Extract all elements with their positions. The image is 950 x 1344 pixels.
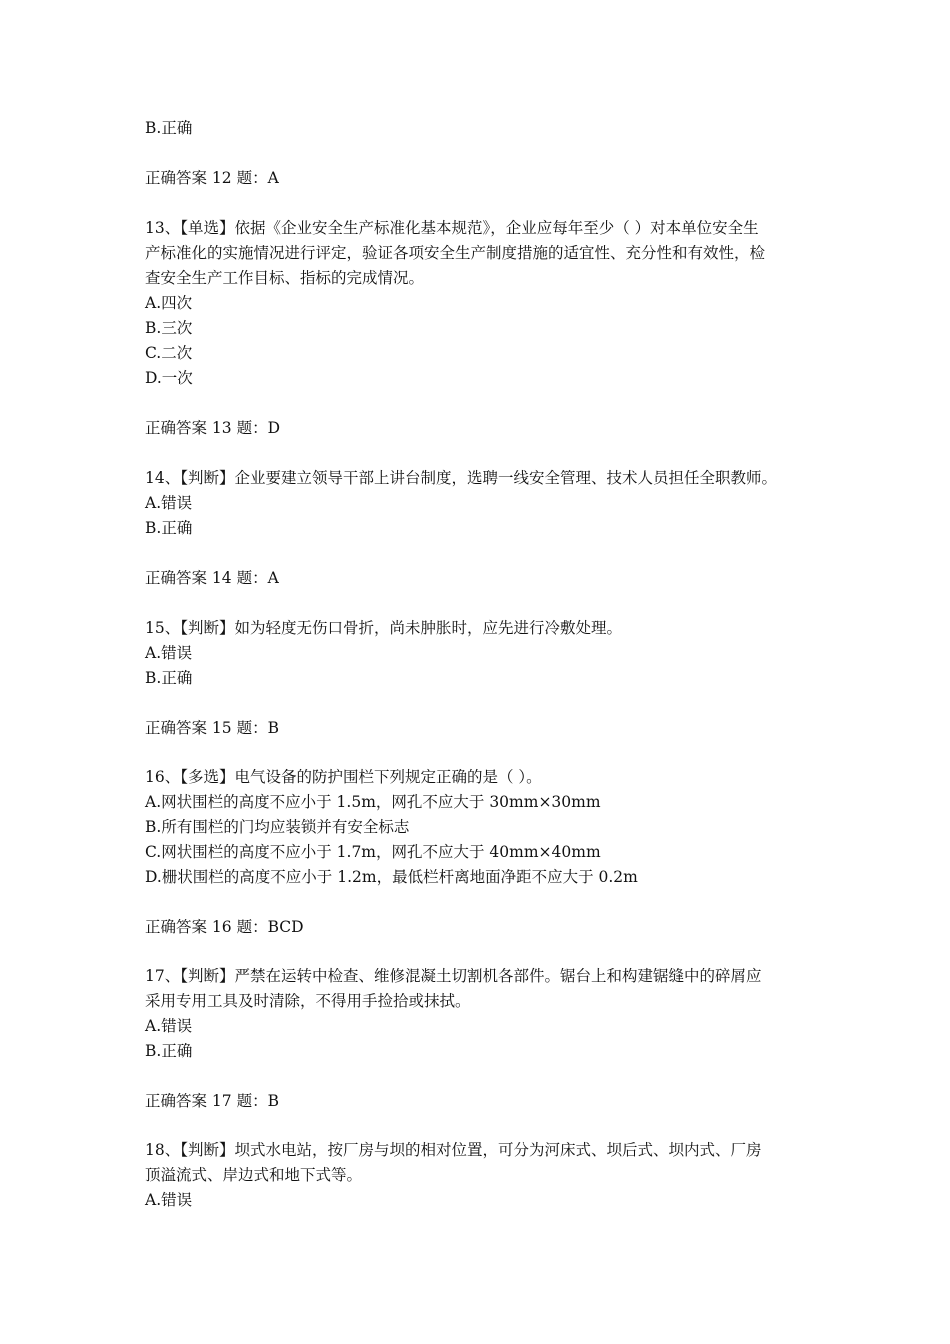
question-18-line-1: 18、【判断】坝式水电站，按厂房与坝的相对位置，可分为河床式、坝后式、坝内式、厂房 xyxy=(145,1141,762,1159)
option-d-q16: D.栅状围栏的高度不应小于 1.2m，最低栏杆离地面净距不应大于 0.2m xyxy=(145,868,638,886)
option-b-q13: B.三次 xyxy=(145,319,193,337)
option-b-q12: B.正确 xyxy=(145,119,193,137)
question-17-line-2: 采用专用工具及时清除，不得用手捡拾或抹拭。 xyxy=(145,992,471,1010)
question-16: 16、【多选】电气设备的防护围栏下列规定正确的是（ ）。 xyxy=(145,768,542,786)
option-a-q13: A.四次 xyxy=(145,294,193,312)
answer-q13: 正确答案 13 题：D xyxy=(145,419,281,437)
answer-q16: 正确答案 16 题：BCD xyxy=(145,918,304,936)
option-a-q17: A.错误 xyxy=(145,1017,193,1035)
option-a-q18: A.错误 xyxy=(145,1191,193,1209)
option-b-q16: B.所有围栏的门均应装锁并有安全标志 xyxy=(145,818,410,836)
option-c-q13: C.二次 xyxy=(145,344,193,362)
answer-q14: 正确答案 14 题：A xyxy=(145,569,279,587)
option-a-q15: A.错误 xyxy=(145,644,193,662)
answer-q12: 正确答案 12 题：A xyxy=(145,169,279,187)
option-a-q14: A.错误 xyxy=(145,494,193,512)
answer-q15: 正确答案 15 题：B xyxy=(145,719,279,737)
question-13-line-3: 查安全生产工作目标、指标的完成情况。 xyxy=(145,269,425,287)
option-b-q14: B.正确 xyxy=(145,519,193,537)
option-c-q16: C.网状围栏的高度不应小于 1.7m，网孔不应大于 40mm×40mm xyxy=(145,843,601,861)
question-14: 14、【判断】企业要建立领导干部上讲台制度，选聘一线安全管理、技术人员担任全职教师。 xyxy=(145,469,777,487)
question-15: 15、【判断】如为轻度无伤口骨折，尚未肿胀时，应先进行冷敷处理。 xyxy=(145,619,622,637)
option-a-q16: A.网状围栏的高度不应小于 1.5m，网孔不应大于 30mm×30mm xyxy=(145,793,601,811)
question-13-line-1: 13、【单选】依据《企业安全生产标准化基本规范》，企业应每年至少（ ）对本单位安全生 xyxy=(145,219,759,237)
question-13-line-2: 产标准化的实施情况进行评定，验证各项安全生产制度措施的适宜性、充分性和有效性，检 xyxy=(145,244,766,262)
option-d-q13: D.一次 xyxy=(145,369,193,387)
option-b-q15: B.正确 xyxy=(145,669,193,687)
question-17-line-1: 17、【判断】严禁在运转中检查、维修混凝土切割机各部件。锯台上和构建锯缝中的碎屑应 xyxy=(145,967,762,985)
option-b-q17: B.正确 xyxy=(145,1042,193,1060)
question-18-line-2: 顶溢流式、岸边式和地下式等。 xyxy=(145,1166,363,1184)
answer-q17: 正确答案 17 题：B xyxy=(145,1092,279,1110)
